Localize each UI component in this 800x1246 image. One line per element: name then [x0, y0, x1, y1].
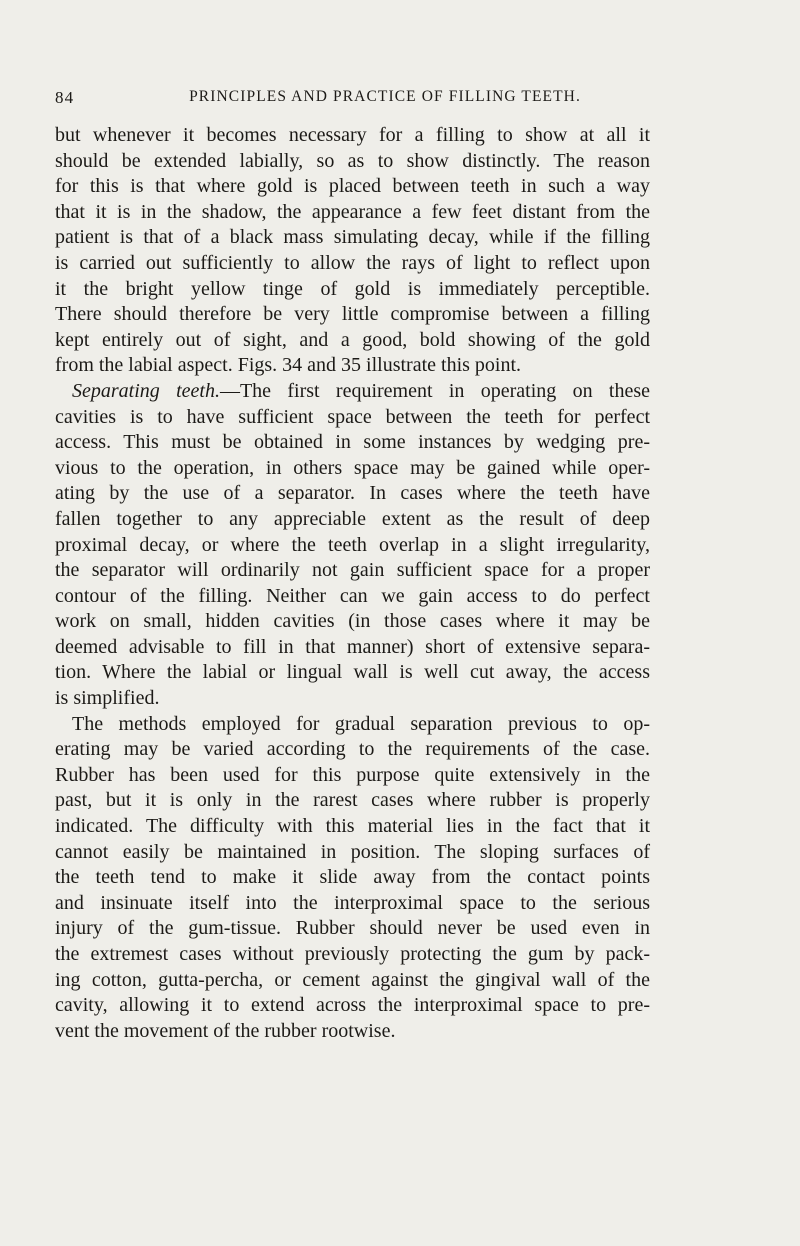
text-line	[55, 405, 650, 431]
line-text: vious to the operation, in others space may be gained while oper-	[55, 456, 650, 479]
text-line	[55, 814, 650, 840]
line-text: The methods employed for gradual separation previous to op-	[72, 712, 650, 735]
line-text: fallen together to any appreciable extent as the result of deep	[55, 507, 650, 530]
line-text: proximal decay, or where the teeth overlap in a slight irregularity,	[55, 533, 650, 556]
line-text: work on small, hidden cavities (in those cases where it may be	[55, 610, 650, 633]
line-text: access. This must be obtained in some instances by wedging pre-	[55, 431, 650, 454]
line-text: Rubber has been used for this purpose quite extensively in the	[55, 763, 650, 786]
line-text: kept entirely out of sight, and a good, bold showing of the gold	[55, 328, 650, 351]
text-line	[55, 686, 650, 712]
text-line	[55, 968, 650, 994]
text-line	[55, 200, 650, 226]
text-line	[55, 430, 650, 456]
text-line	[55, 277, 650, 303]
page-number: 84	[55, 88, 75, 107]
text-line	[55, 763, 650, 789]
line-text: the teeth tend to make it slide away from the contact points	[55, 866, 650, 889]
line-text: There should therefore be very little compromise between a filling	[55, 303, 650, 326]
text-line	[55, 533, 650, 559]
line-text: that it is in the shadow, the appearance a few feet distant from the	[55, 200, 650, 223]
line-text: cavity, allowing it to extend across the interproximal space to pre-	[55, 994, 650, 1017]
page-header	[55, 88, 665, 114]
line-text: patient is that of a black mass simulating decay, while if the filling	[55, 226, 650, 249]
line-text: contour of the filling. Neither can we gain access to do perfect	[55, 584, 650, 607]
line-text: ating by the use of a separator. In cases where the teeth have	[55, 482, 650, 505]
text-line	[55, 225, 650, 251]
text-line	[55, 865, 650, 891]
line-text: and insinuate itself into the interproximal space to the serious	[55, 891, 650, 914]
line-text: vent the movement of the rubber rootwise.	[55, 1019, 396, 1042]
text-line	[55, 328, 650, 354]
section-heading: Separating teeth.	[72, 379, 220, 402]
text-line	[55, 302, 650, 328]
text-line	[55, 916, 650, 942]
text-line	[55, 1019, 650, 1045]
line-text: is carried out sufficiently to allow the rays of light to reflect upon	[55, 251, 650, 274]
line-text: cavities is to have sufficient space between the teeth for perfect	[55, 405, 650, 428]
running-head: PRINCIPLES AND PRACTICE OF FILLING TEETH.	[189, 88, 581, 105]
text-line	[55, 481, 650, 507]
line-text: but whenever it becomes necessary for a filling to show at all it	[55, 124, 650, 146]
line-text: should be extended labially, so as to show distinctly. The reason	[55, 149, 650, 172]
text-line	[55, 174, 650, 200]
line-text: erating may be varied according to the requirements of the case.	[55, 738, 650, 761]
line-text: for this is that where gold is placed between teeth in such a way	[55, 175, 650, 198]
text-line	[55, 712, 650, 738]
text-line	[55, 149, 650, 175]
text-line	[55, 942, 650, 968]
text-line	[55, 660, 650, 686]
line-text: the extremest cases without previously protecting the gum by pack-	[55, 943, 650, 965]
text-line	[55, 891, 650, 917]
line-text: tion. Where the labial or lingual wall is well cut away, the access	[55, 661, 650, 684]
body-text	[55, 123, 650, 1044]
text-line	[55, 558, 650, 584]
text-line	[55, 609, 650, 635]
line-text: —The first requirement in operating on these	[219, 379, 651, 402]
line-text: injury of the gum-tissue. Rubber should never be used even in	[55, 917, 650, 940]
line-text: it the bright yellow tinge of gold is immediately perceptible.	[55, 277, 650, 300]
text-line	[55, 635, 650, 661]
line-text: past, but it is only in the rarest cases where rubber is properly	[55, 789, 650, 812]
text-line	[55, 788, 650, 814]
text-line	[55, 251, 650, 277]
line-text: ing cotton, gutta-percha, or cement against the gingival wall of the	[55, 968, 650, 991]
text-line	[55, 737, 650, 763]
line-text: the separator will ordinarily not gain sufficient space for a proper	[55, 559, 650, 582]
line-text: deemed advisable to fill in that manner) short of extensive separa-	[55, 635, 650, 658]
text-line	[55, 507, 650, 533]
line-text: indicated. The difficulty with this material lies in the fact that it	[55, 815, 650, 838]
text-line	[55, 993, 650, 1019]
text-line	[55, 840, 650, 866]
text-line	[55, 123, 650, 149]
text-line	[55, 353, 650, 379]
line-text: cannot easily be maintained in position. The sloping surfaces of	[55, 840, 650, 863]
line-text: from the labial aspect. Figs. 34 and 35 illustrate this point.	[55, 354, 522, 377]
text-line	[55, 379, 650, 405]
text-line	[55, 584, 650, 610]
line-text: is simplified.	[55, 687, 160, 710]
text-line	[55, 456, 650, 482]
